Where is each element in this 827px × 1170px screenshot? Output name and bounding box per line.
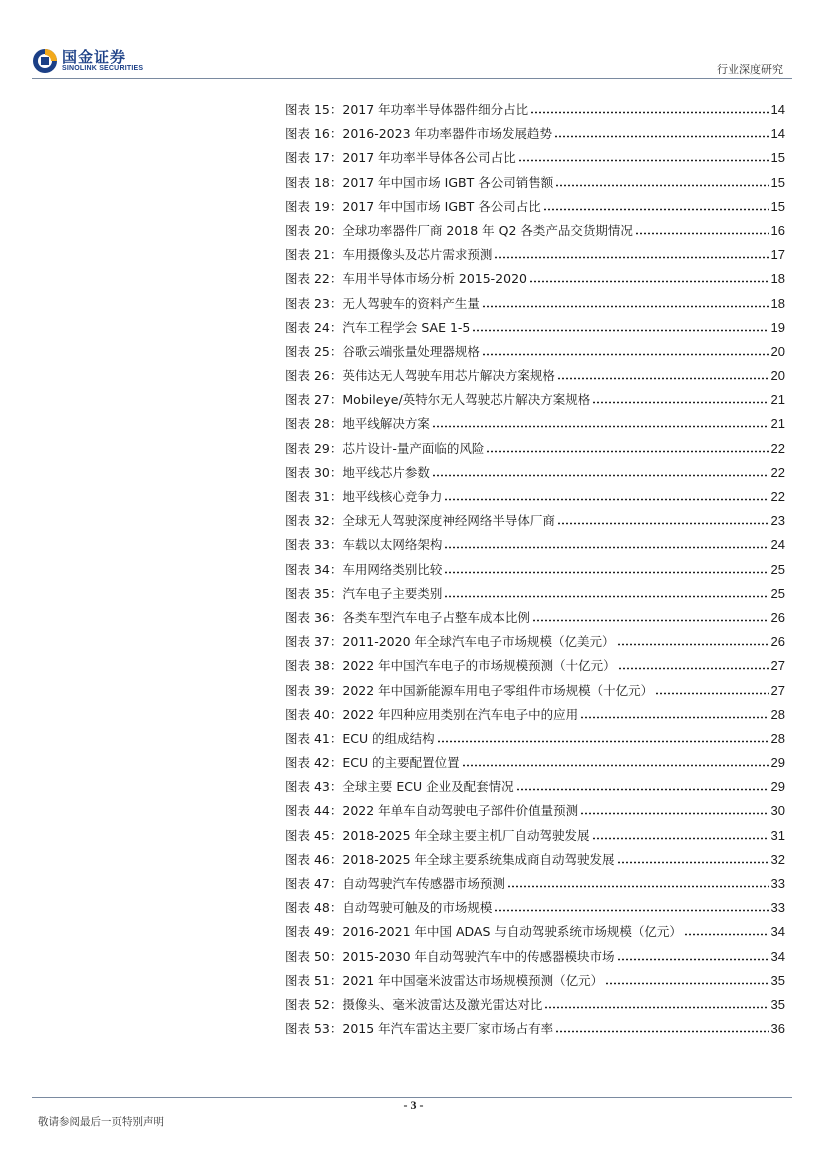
toc-dot-leader [432,414,769,428]
toc-entry-page: 23 [770,513,785,529]
toc-entry-label: 图表 25： [285,343,343,359]
page-header [0,0,827,80]
toc-entry-label: 图表 27： [285,392,343,408]
toc-entry-title: 汽车工程学会 SAE 1-5 [342,319,471,335]
toc-entry-page: 29 [770,755,785,771]
toc-entry-title: 2017 年功率半导体各公司占比 [342,150,516,166]
toc-entry-title: 2018-2025 年全球主要系统集成商自动驾驶发展 [342,851,615,867]
toc-entry-title: 全球功率器件厂商 2018 年 Q2 各类产品交货期情况 [342,222,633,238]
toc-dot-leader [482,342,769,356]
toc-dot-leader [472,318,768,332]
toc-entry-page: 35 [770,996,785,1012]
toc-entry-page: 31 [770,827,785,843]
toc-entry-page: 32 [770,851,785,867]
toc-entry-label: 图表 21： [285,247,343,263]
toc-entry-title: 谷歌云端张量处理器规格 [342,343,480,359]
toc-entry[interactable] [285,681,785,705]
toc-entry-page: 28 [770,706,785,722]
toc-dot-leader [557,511,769,525]
logo-english-name: SINOLINK SECURITIES [62,65,144,72]
toc-entry-page: 22 [770,440,785,456]
toc-dot-leader [486,439,768,453]
toc-dot-leader [444,560,768,574]
toc-dot-leader [444,535,768,549]
toc-entry-page: 30 [770,803,785,819]
toc-dot-leader [544,995,768,1009]
toc-entry-label: 图表 20： [285,222,343,238]
toc-entry[interactable] [285,1019,785,1043]
toc-entry-title: 2022 年中国新能源车用电子零组件市场规模（十亿元） [342,682,654,698]
toc-entry[interactable] [285,414,785,438]
toc-entry[interactable] [285,971,785,995]
toc-dot-leader [555,1019,768,1033]
toc-dot-leader [507,874,769,888]
toc-entry-label: 图表 50： [285,948,343,964]
toc-entry-label: 图表 34： [285,561,343,577]
toc-entry[interactable] [285,560,785,584]
toc-entry-label: 图表 28： [285,416,343,432]
toc-dot-leader [580,705,768,719]
page-number: - 3 - [403,1098,424,1112]
toc-entry-page: 26 [770,609,785,625]
toc-entry-page: 16 [770,222,785,238]
toc-entry-label: 图表 43： [285,779,343,795]
toc-entry-label: 图表 31： [285,489,343,504]
toc-entry[interactable] [285,390,785,414]
toc-entry-title: 地平线解决方案 [342,416,430,432]
toc-entry-page: 20 [770,343,785,359]
toc-entry-label: 图表 23： [285,295,343,311]
toc-dot-leader [617,947,769,961]
toc-dot-leader [494,245,768,259]
toc-dot-leader [655,681,768,695]
toc-entry-page: 33 [770,876,785,891]
toc-entry-page: 15 [770,150,785,166]
toc-entry-title: 2016-2023 年功率器件市场发展趋势 [342,126,552,142]
toc-entry-label: 图表 45： [285,827,343,843]
toc-entry-title: ECU 的组成结构 [342,730,435,746]
toc-entry-label: 图表 18： [285,174,343,190]
toc-entry-page: 29 [770,779,785,795]
toc-entry-label: 图表 26： [285,368,343,384]
toc-entry-title: 2018-2025 年全球主要主机厂自动驾驶发展 [342,827,590,843]
toc-entry-page: 27 [770,658,785,674]
toc-entry[interactable] [285,656,785,680]
toc-entry[interactable] [285,487,785,511]
toc-entry-label: 图表 22： [285,271,343,287]
toc-entry-label: 图表 47： [285,876,343,891]
toc-entry[interactable] [285,584,785,608]
toc-entry-page: 21 [770,392,785,408]
toc-entry-label: 图表 35： [285,585,343,601]
toc-dot-leader [605,971,768,985]
toc-dot-leader [580,801,768,815]
toc-entry[interactable] [285,705,785,729]
header-divider [32,78,792,79]
toc-entry[interactable] [285,801,785,825]
toc-entry-title: 2022 年单车自动驾驶电子部件价值量预测 [342,803,579,819]
toc-entry-page: 14 [770,126,785,142]
toc-entry-label: 图表 42： [285,755,343,771]
toc-entry-label: 图表 49： [285,924,343,940]
toc-entry-page: 22 [770,464,785,480]
toc-entry[interactable] [285,632,785,656]
toc-entry-title: 自动驾驶可触及的市场规模 [342,900,493,916]
toc-entry[interactable] [285,922,785,946]
toc-dot-leader [557,366,769,380]
toc-dot-leader [530,100,768,114]
toc-entry-title: 2016-2021 年中国 ADAS 与自动驾驶系统市场规模（亿元） [342,924,682,940]
sinolink-logo-icon [32,48,58,74]
toc-entry-label: 图表 16： [285,126,343,142]
toc-entry-title: 车载以太网络架构 [342,537,443,553]
toc-entry[interactable] [285,245,785,269]
toc-entry[interactable] [285,342,785,366]
toc-entry[interactable] [285,874,785,898]
toc-entry-title: 英伟达无人驾驶车用芯片解决方案规格 [342,368,555,384]
toc-entry-title: 地平线核心竞争力 [342,489,443,504]
toc-dot-leader [529,269,769,283]
toc-entry-page: 17 [770,247,785,263]
toc-entry[interactable] [285,294,785,318]
toc-entry[interactable] [285,366,785,390]
toc-dot-leader [518,148,769,162]
toc-entry-page: 34 [770,948,785,964]
toc-entry-title: 2021 年中国毫米波雷达市场规模预测（亿元） [342,972,604,988]
toc-entry-label: 图表 44： [285,803,343,819]
toc-dot-leader [618,656,769,670]
toc-entry-title: 无人驾驶车的资料产生量 [342,295,480,311]
toc-entry[interactable] [285,947,785,971]
toc-entry-page: 24 [770,537,785,553]
toc-dot-leader [617,850,769,864]
report-category: 行业深度研究 [717,63,783,76]
toc-entry-page: 28 [770,730,785,746]
toc-entry[interactable] [285,608,785,632]
toc-dot-leader [617,632,769,646]
toc-dot-leader [482,294,769,308]
toc-entry-title: 自动驾驶汽车传感器市场预测 [342,876,505,891]
toc-entry[interactable] [285,511,785,535]
toc-dot-leader [554,124,769,138]
toc-entry-label: 图表 41： [285,730,343,746]
toc-entry-page: 14 [770,102,785,117]
toc-entry-label: 图表 19： [285,198,343,214]
toc-entry[interactable] [285,463,785,487]
toc-entry-title: 摄像头、毫米波雷达及激光雷达对比 [342,996,543,1012]
toc-entry-label: 图表 24： [285,319,343,335]
toc-entry-page: 27 [770,682,785,698]
toc-entry-page: 33 [770,900,785,916]
disclaimer-note: 敬请参阅最后一页特别声明 [38,1116,164,1128]
toc-entry-page: 22 [770,489,785,504]
toc-dot-leader [437,729,769,743]
toc-entry[interactable] [285,753,785,777]
toc-entry-label: 图表 29： [285,440,343,456]
toc-entry-title: 2017 年中国市场 IGBT 各公司销售额 [342,174,554,190]
toc-entry-title: Mobileye/英特尔无人驾驶芯片解决方案规格 [342,392,591,408]
figure-list [285,100,785,1043]
toc-entry-page: 25 [770,561,785,577]
toc-entry[interactable] [285,197,785,221]
toc-dot-leader [516,777,769,791]
toc-entry-title: 车用网络类别比较 [342,561,443,577]
toc-entry-label: 图表 30： [285,464,343,480]
toc-entry-title: ECU 的主要配置位置 [342,755,460,771]
toc-entry-label: 图表 48： [285,900,343,916]
toc-entry-page: 25 [770,585,785,601]
toc-entry-label: 图表 17： [285,150,343,166]
toc-entry-label: 图表 53： [285,1021,343,1037]
toc-entry-label: 图表 51： [285,972,343,988]
toc-entry-title: 2017 年功率半导体器件细分占比 [342,102,529,117]
toc-entry-title: 全球无人驾驶深度神经网络半导体厂商 [342,513,555,529]
toc-entry[interactable] [285,173,785,197]
toc-dot-leader [532,608,769,622]
toc-entry-title: 汽车电子主要类别 [342,585,443,601]
toc-dot-leader [635,221,769,235]
toc-entry-title: 2017 年中国市场 IGBT 各公司占比 [342,198,541,214]
toc-entry-page: 15 [770,198,785,214]
toc-entry-title: 地平线芯片参数 [342,464,430,480]
toc-entry-page: 18 [770,295,785,311]
toc-entry-page: 35 [770,972,785,988]
toc-entry[interactable] [285,124,785,148]
toc-entry-page: 21 [770,416,785,432]
company-logo [32,46,162,80]
toc-dot-leader [432,463,769,477]
toc-entry-label: 图表 33： [285,537,343,553]
toc-entry-label: 图表 38： [285,658,343,674]
toc-entry-page: 20 [770,368,785,384]
toc-entry-label: 图表 15： [285,102,343,117]
toc-entry[interactable] [285,995,785,1019]
toc-dot-leader [592,826,769,840]
toc-entry[interactable] [285,850,785,874]
toc-dot-leader [543,197,769,211]
toc-entry-title: 2011-2020 年全球汽车电子市场规模（亿美元） [342,634,615,650]
toc-dot-leader [684,922,769,936]
toc-entry[interactable] [285,318,785,342]
toc-entry-label: 图表 40： [285,706,343,722]
toc-entry-label: 图表 52： [285,996,343,1012]
toc-entry[interactable] [285,826,785,850]
toc-entry-page: 34 [770,924,785,940]
toc-entry-label: 图表 32： [285,513,343,529]
toc-entry[interactable] [285,148,785,172]
toc-entry-page: 19 [770,319,785,335]
toc-entry-title: 全球主要 ECU 企业及配套情况 [342,779,514,795]
toc-entry-title: 车用半导体市场分析 2015-2020 [342,271,527,287]
toc-entry-title: 2015 年汽车雷达主要厂家市场占有率 [342,1021,554,1037]
toc-dot-leader [462,753,769,767]
toc-entry-title: 2022 年四种应用类别在汽车电子中的应用 [342,706,579,722]
toc-entry-page: 15 [770,174,785,190]
toc-entry-label: 图表 37： [285,634,343,650]
toc-entry[interactable] [285,439,785,463]
toc-entry[interactable] [285,100,785,124]
toc-entry[interactable] [285,269,785,293]
toc-entry-title: 车用摄像头及芯片需求预测 [342,247,493,263]
toc-dot-leader [555,173,768,187]
toc-dot-leader [444,584,768,598]
toc-dot-leader [444,487,768,501]
toc-dot-leader [494,898,768,912]
toc-entry[interactable] [285,535,785,559]
toc-entry-label: 图表 39： [285,682,343,698]
toc-entry-label: 图表 46： [285,851,343,867]
toc-entry-page: 18 [770,271,785,287]
toc-entry-title: 各类车型汽车电子占整车成本比例 [342,609,530,625]
toc-entry[interactable] [285,777,785,801]
toc-entry-page: 36 [770,1021,785,1037]
toc-entry-label: 图表 36： [285,609,343,625]
toc-dot-leader [592,390,768,404]
toc-entry-title: 2022 年中国汽车电子的市场规模预测（十亿元） [342,658,616,674]
logo-chinese-name: 国金证券 [62,48,127,66]
toc-entry-page: 26 [770,634,785,650]
toc-entry-title: 2015-2030 年自动驾驶汽车中的传感器模块市场 [342,948,615,964]
toc-entry[interactable] [285,898,785,922]
toc-entry[interactable] [285,729,785,753]
toc-entry[interactable] [285,221,785,245]
toc-entry-title: 芯片设计-量产面临的风险 [342,440,485,456]
